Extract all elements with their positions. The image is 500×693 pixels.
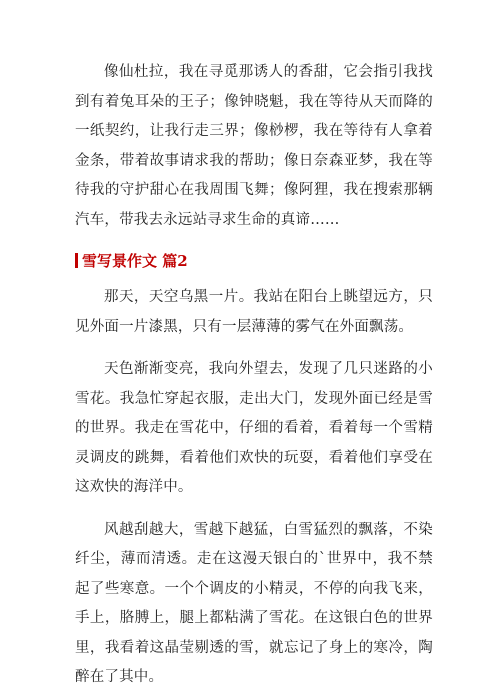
heading-marker [75, 253, 78, 268]
body-paragraph-3: 风越刮越大，雪越下越猛，白雪猛烈的飘落，不染纤尘，薄而清透。走在这漫天银白的`世界中，我不禁起了些寒意。一个个调皮的小精灵，不停的向我飞来，手上，胳膊上，腿上都粘满了雪花。在这银白色的世界里，我看着这晶莹剔透的雪，就忘记了身上的寒冷，陶醉在了其中。 [75, 521, 433, 685]
section-heading-text: 雪写景作文 篇2 [82, 251, 188, 270]
intro-paragraph: 像仙杜拉，我在寻觅那诱人的香甜，它会指引我找到有着兔耳朵的王子；像钟晓魁，我在等待从天而降的一纸契约，让我行走三界；像桫椤，我在等待有人拿着金条，带着故事请求我的帮助；像日奈森亚梦，我在等待我的守护甜心在我周围飞舞；像阿狸，我在搜索那辆汽车，带我去永远站寻求生命的真谛…… [75, 64, 433, 228]
section-heading [75, 247, 433, 273]
document-page [75, 58, 433, 693]
body-paragraph-2: 天色渐渐变亮，我向外望去，发现了几只迷路的小雪花。我急忙穿起衣服，走出大门，发现外面已经是雪的世界。我走在雪花中，仔细的看着，看着每一个雪精灵调皮的跳舞，看着他们欢快的玩耍，看着他们享受在这欢快的海洋中。 [75, 361, 433, 495]
body-paragraph-1: 那天，天空乌黑一片。我站在阳台上眺望远方，只见外面一片漆黑，只有一层薄薄的雾气在外面飘荡。 [75, 289, 433, 335]
